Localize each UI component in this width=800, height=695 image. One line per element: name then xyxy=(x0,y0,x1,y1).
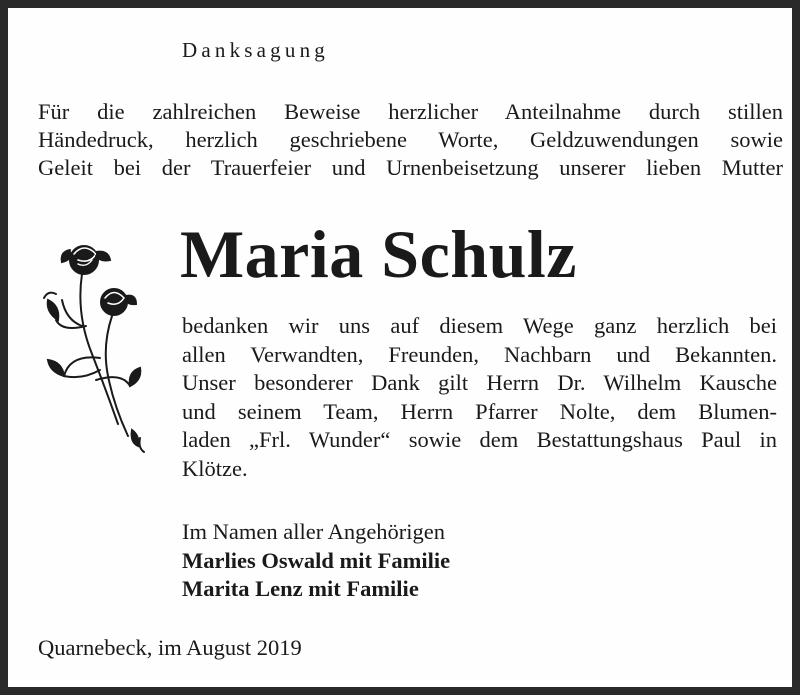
intro-line: Für die zahlreichen Beweise herzlicher Anteilnahme durch stillen xyxy=(38,99,783,124)
place-date: Quarnebeck, im August 2019 xyxy=(38,635,302,660)
intro-line: Geleit bei der Trauerfeier und Urnenbeisetzung unserer lieben Mutter xyxy=(38,155,783,180)
rose-icon xyxy=(36,230,156,460)
body-line: und seinem Team, Herrn Pfarrer Nolte, dem Blumen- xyxy=(182,398,777,424)
signature-block xyxy=(182,518,450,604)
intro-line: Händedruck, herzlich geschriebene Worte, Geldzuwendungen sowie xyxy=(38,127,783,152)
body-line: Unser besonderer Dank gilt Herrn Dr. Wilhelm Kausche xyxy=(182,370,777,395)
intro-text xyxy=(38,98,783,182)
signature-preamble: Im Namen aller Angehörigen xyxy=(182,519,446,544)
body-line: laden „Frl. Wunder“ sowie dem Bestattungshaus Paul in xyxy=(182,427,777,452)
deceased-name: Maria Schulz xyxy=(180,216,577,292)
body-line: bedanken wir uns auf diesem Wege ganz herzlich bei xyxy=(182,313,777,338)
heading: Danksagung xyxy=(182,38,329,62)
body-line: allen Verwandten, Freunden, Nachbarn und Bekannten. xyxy=(182,341,777,367)
body-line: Klötze. xyxy=(182,455,248,481)
body-text xyxy=(182,312,777,483)
signature-name: Marlies Oswald mit Familie xyxy=(182,547,451,573)
signature-name: Marita Lenz mit Familie xyxy=(182,576,419,601)
